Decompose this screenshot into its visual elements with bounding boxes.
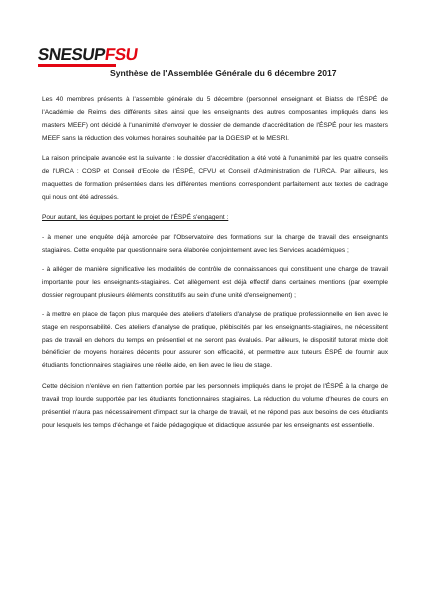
paragraph-commitments-heading: [42, 212, 388, 225]
snesup-fsu-logo: [36, 45, 139, 71]
document-title: Synthèse de l'Assemblée Générale du 6 décembre 2017: [110, 68, 337, 78]
paragraph-intro: Les 40 membres présents à l'assemble générale du 5 décembre (personnel enseignant et Biatss de l'ÉSPÉ de l'Académie de Reims des différents sites ainsi que les enseignants des autres composantes impliqués dans les masters MEEF) ont décidé à l'unanimité d'envoyer le dossier de demande d'accréditation de l'ÉSPÉ pour les masters MEEF sans la réduction des volumes horaires souhaitée par la DGESIP et le MESRI.: [42, 96, 388, 142]
paragraph-conclusion: Cette décision n'enlève en rien l'attention portée par les personnels impliqués dans le projet de l'ÉSPÉ à la charge de travail trop lourde supportée par les étudiants fonctionnaires stagiaires. La réduction du volume d'heures de cours en présentiel n'aura pas nécessairement d'impact sur la charge de travail, et ne répond pas aux besoins de ces étudiants pour lesquels les temps d'échange et l'aide pédagogique et didactique assurée par les enseignants est essentielle.: [42, 382, 388, 429]
logo-suffix: FSU: [103, 45, 139, 64]
commitment-survey: - à mener une enquête déjà amorcée par l'Observatoire des formations sur la charge de travail des enseignants stagiaires. Cette enquête par questionnaire sera élaborée conjointement avec les Services académiques ;: [42, 233, 388, 254]
logo-underline: [38, 64, 116, 67]
document-body: [42, 94, 388, 440]
commitment-workshops: - à mettre en place de façon plus marquée des ateliers d'ateliers d'analyse de pratique professionnelle en lien avec le stage en responsabilité. Ces ateliers d'analyse de pratique, plébiscités par les enseignants-stagiaires, ne nécessitent pas de travail en dehors du temps en présentiel et ne seront pas évalués. Par ailleurs, le dispositif tutorat mixte doit bénéficier de moyens horaires décents pour assurer son efficacité, et permettre aux tuteurs ÉSPÉ de fournir aux étudiants fonctionnaires stagiaires une réelle aide, en lien avec le lieu de stage.: [42, 310, 388, 370]
commitments-heading: Pour autant, les équipes portant le projet de l'ÉSPÉ s'engagent :: [42, 214, 229, 222]
logo-name: SNESUP: [36, 45, 107, 64]
paragraph-reason: La raison principale avancée est la suivante : le dossier d'accréditation a été voté à l'unanimité par les quatre conseils de l'URCA : COSP et Conseil d'Ecole de l'ÉSPÉ, CFVU et Conseil d'Administration de l'URCA. Par ailleurs, les maquettes de formation présentées dans les différentes mentions correspondent parfaitement aux textes de cadrage qui nous ont été adressés.: [42, 155, 388, 201]
commitment-assessment: - à alléger de manière significative les modalités de contrôle de connaissances qui constituent une charge de travail importante pour les enseignants-stagiaires. Cet allègement est déjà effectif dans certaines mentions (par exemple dossier regroupant plusieurs éléments constitutifs au sein d'une unité d'enseignement) ;: [42, 265, 388, 299]
